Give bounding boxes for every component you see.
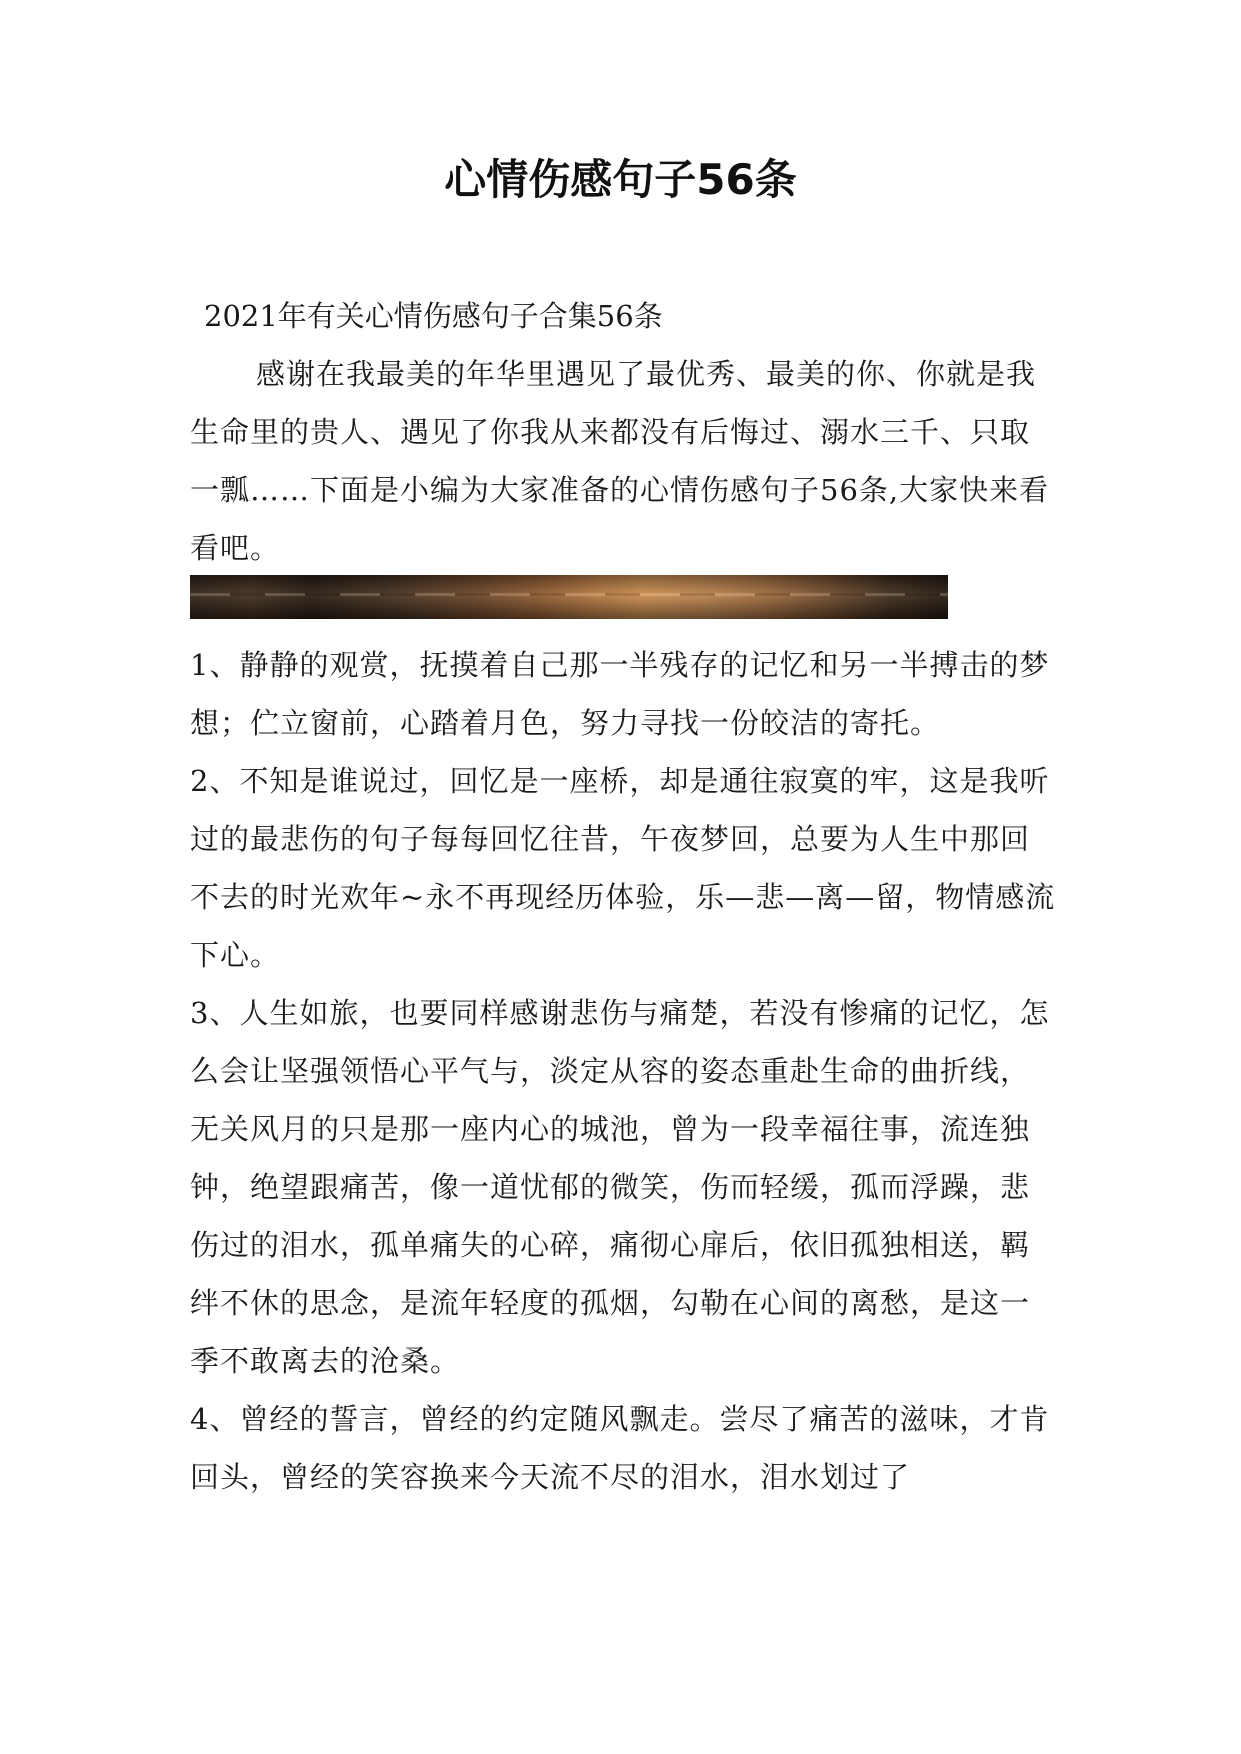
list-item: 4、曾经的誓言，曾经的约定随风飘走。尝尽了痛苦的滋味，才肯回头，曾经的笑容换来今天流不尽的泪水，泪水划过了 [190,1402,1050,1494]
intro-paragraph: 感谢在我最美的年华里遇见了最优秀、最美的你、你就是我生命里的贵人、遇见了你我从来都没有后悔过、溺水三千、只取一瓢……下面是小编为大家准备的心情伤感句子56条,大家快来看看吧。 [190,357,1050,565]
list-item: 3、人生如旅，也要同样感谢悲伤与痛楚，若没有惨痛的记忆，怎么会让坚强领悟心平气与，淡定从容的姿态重赴生命的曲折线，无关风月的只是那一座内心的城池，曾为一段幸福往事，流连独钟，绝望跟痛苦，像一道忧郁的微笑，伤而轻缓，孤而浮躁，悲伤过的泪水，孤单痛失的心碎，痛彻心扉后，依旧孤独相送，羁绊不休的思念，是流年轻度的孤烟，勾勒在心间的离愁，是这一季不敢离去的沧桑。 [190,996,1050,1378]
banner-image [190,575,948,619]
list-item: 2、不知是谁说过，回忆是一座桥，却是通往寂寞的牢，这是我听过的最悲伤的句子每每回忆往昔，午夜梦回，总要为人生中那回不去的时光欢年~永不再现经历体验，乐—悲—离—留，物情感流下心。 [190,764,1056,972]
sentence-list [190,636,1058,1506]
list-item: 1、静静的观赏，抚摸着自己那一半残存的记忆和另一半搏击的梦想；伫立窗前，心踏着月色，努力寻找一份皎洁的寄托。 [190,648,1050,740]
document-title: 心情伤感句子56条 [444,155,797,204]
document-subtitle: 2021年有关心情伤感句子合集56条 [204,299,663,333]
